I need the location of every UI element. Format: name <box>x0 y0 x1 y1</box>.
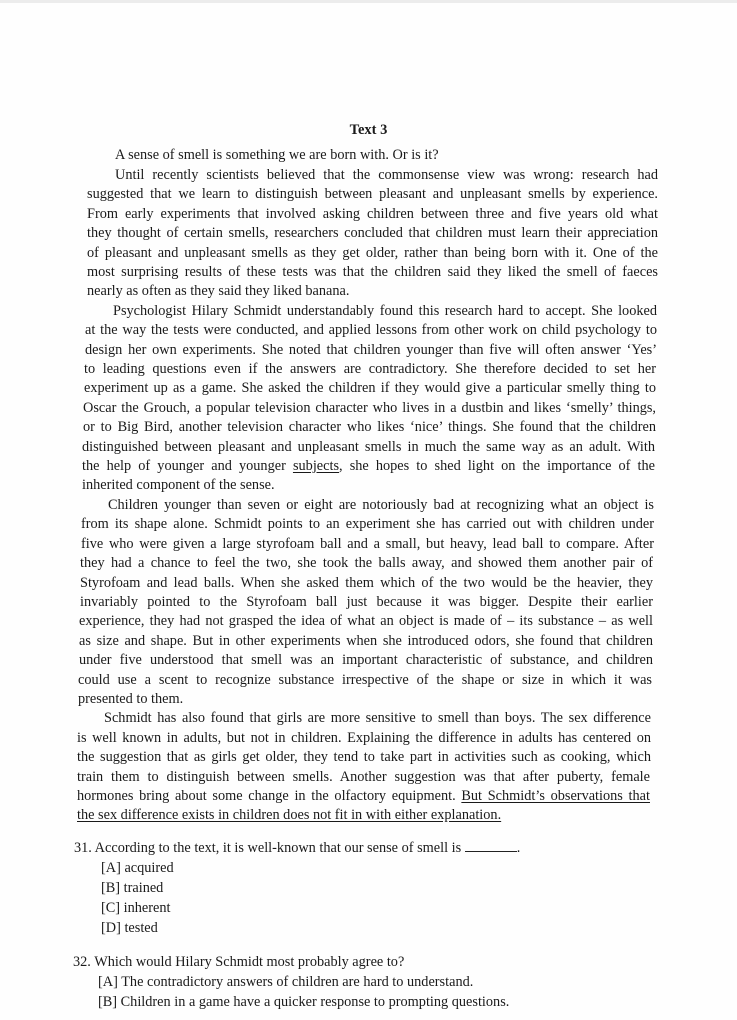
paragraph-4-line: under five understood that smell was an important characteristic of substance, and children <box>79 652 653 668</box>
option-label: [A] <box>98 974 118 990</box>
paragraph-3-line: distinguished between pleasant and unpleasant smells in much the same way as an adult. With <box>82 439 655 455</box>
paragraph-2-line: From early experiments that involved asking children between three and five years old what <box>87 206 658 222</box>
paragraph-4-line: experience, they had not grasped the idea of what an object is made of – its substance – as well <box>79 613 653 629</box>
text-segment: the help of younger and younger <box>82 458 293 474</box>
option-label: [D] <box>101 920 121 936</box>
paragraph-5-line: is well known in adults, but not in children. Explaining the difference in adults has centered on <box>77 730 651 746</box>
option-text: tested <box>124 920 158 936</box>
question-31-option-b[interactable] <box>101 879 163 897</box>
question-number: 31. <box>74 840 92 856</box>
question-31-stem <box>74 839 520 857</box>
paragraph-3-line: to leading questions even if the answers are contradictory. She therefore decided to set her <box>84 361 656 377</box>
paragraph-2-line: suggested that we learn to distinguish between pleasant and unpleasant smells by experience. <box>87 186 658 202</box>
question-32-option-a[interactable] <box>98 973 473 991</box>
paragraph-5-line: Schmidt has also found that girls are more sensitive to smell than boys. The sex difference <box>104 710 651 726</box>
paragraph-5-line-underlined <box>77 806 501 824</box>
question-number: 32. <box>73 954 91 970</box>
paragraph-2-line: of pleasant and unpleasant smells as they get older, rather than being born with it. One of the <box>87 245 658 261</box>
paragraph-3-line: at the way the tests were conducted, and applied lessons from other work on child psychology to <box>85 322 657 338</box>
paragraph-3-line: Oscar the Grouch, a popular television character who lives in a dustbin and likes ‘smelly’ things, <box>83 400 656 416</box>
question-text: Which would Hilary Schmidt most probably agree to? <box>94 954 405 970</box>
paragraph-4-line: Children younger than seven or eight are notoriously bad at recognizing what an object is <box>108 497 654 513</box>
paragraph-5-line-with-underline <box>77 787 650 805</box>
option-text: The contradictory answers of children are hard to understand. <box>121 974 474 990</box>
paragraph-2-line: most surprising results of these tests was that the children said they liked the smell of faeces <box>87 264 658 280</box>
option-label: [C] <box>101 900 121 916</box>
paragraph-3-line: or to Big Bird, another television character who likes ‘nice’ things. She found that the children <box>83 419 656 435</box>
paragraph-3-line: inherited component of the sense. <box>82 477 275 493</box>
paragraph-4-line: Styrofoam and lead balls. When she asked them which of the two would be the heavier, they <box>80 575 653 591</box>
paragraph-2-line: they thought of certain smells, researchers concluded that children must learn their appreciation <box>87 225 658 241</box>
underlined-sentence-part: the sex difference exists in children does not fit in with either explanation. <box>77 807 502 823</box>
underlined-word: subjects <box>292 458 340 474</box>
paragraph-3-line: experiment up as a game. She asked the children if they would give a particular smelly thing to <box>84 380 656 396</box>
paragraph-4-line: as size and shape. But in other experiments when she introduced odors, she found that children <box>79 633 653 649</box>
question-text: According to the text, it is well-known that our sense of smell is <box>94 840 462 856</box>
paragraph-2-line: nearly as often as they said they liked banana. <box>87 283 350 299</box>
answer-blank <box>465 839 517 852</box>
stem-punctuation: . <box>516 840 521 856</box>
paragraph-2-line: Until recently scientists believed that the commonsense view was wrong: research had <box>115 167 658 183</box>
question-31-option-c[interactable] <box>101 899 170 917</box>
paragraph-3-line: design her own experiments. She noted that children younger than five will often answer ‘Yes’ <box>85 342 657 358</box>
option-label: [A] <box>101 860 121 876</box>
paragraph-3-line-with-underline <box>82 457 655 475</box>
paragraph-4-line: invariably pointed to the Styrofoam ball just because it was bigger. Despite their earlier <box>80 594 653 610</box>
paragraph-4-line: five who were given a large styrofoam ball and a small, but heavy, lead ball to compare. After <box>81 536 654 552</box>
paragraph-4-line: from its shape alone. Schmidt points to an experiment she has carried out with children under <box>81 516 654 532</box>
question-31-option-a[interactable] <box>101 859 174 877</box>
question-32-option-b[interactable] <box>98 993 509 1011</box>
text-segment: hormones bring about some change in the olfactory equipment. <box>77 788 462 804</box>
underlined-sentence-part: But Schmidt’s observations that <box>461 788 650 804</box>
page-title: Text 3 <box>349 122 388 138</box>
option-text: Children in a game have a quicker response to prompting questions. <box>120 994 510 1010</box>
option-label: [B] <box>101 880 121 896</box>
paragraph-5-line: train them to distinguish between smells. Another suggestion was that after puberty, female <box>77 769 650 785</box>
question-31-option-d[interactable] <box>101 919 158 937</box>
option-text: trained <box>123 880 164 896</box>
option-text: acquired <box>124 860 174 876</box>
option-label: [B] <box>98 994 118 1010</box>
option-text: inherent <box>123 900 171 916</box>
paragraph-4-line: could use a scent to recognize substance irrespective of the shape or size in which it was <box>78 672 652 688</box>
paragraph-3-line: Psychologist Hilary Schmidt understandably found this research hard to accept. She looked <box>113 303 657 319</box>
question-32-stem <box>73 953 404 971</box>
paragraph-4-line: presented to them. <box>78 691 184 707</box>
text-segment: , she hopes to shed light on the importance of the <box>339 458 656 474</box>
paragraph-4-line: they had a chance to feel the two, she took the balls away, and showed them another pair of <box>80 555 653 571</box>
paragraph-5-line: the suggestion that as girls get older, they tend to take part in activities such as cooking, which <box>77 749 651 765</box>
paragraph-1-line: A sense of smell is something we are born with. Or is it? <box>115 147 439 163</box>
